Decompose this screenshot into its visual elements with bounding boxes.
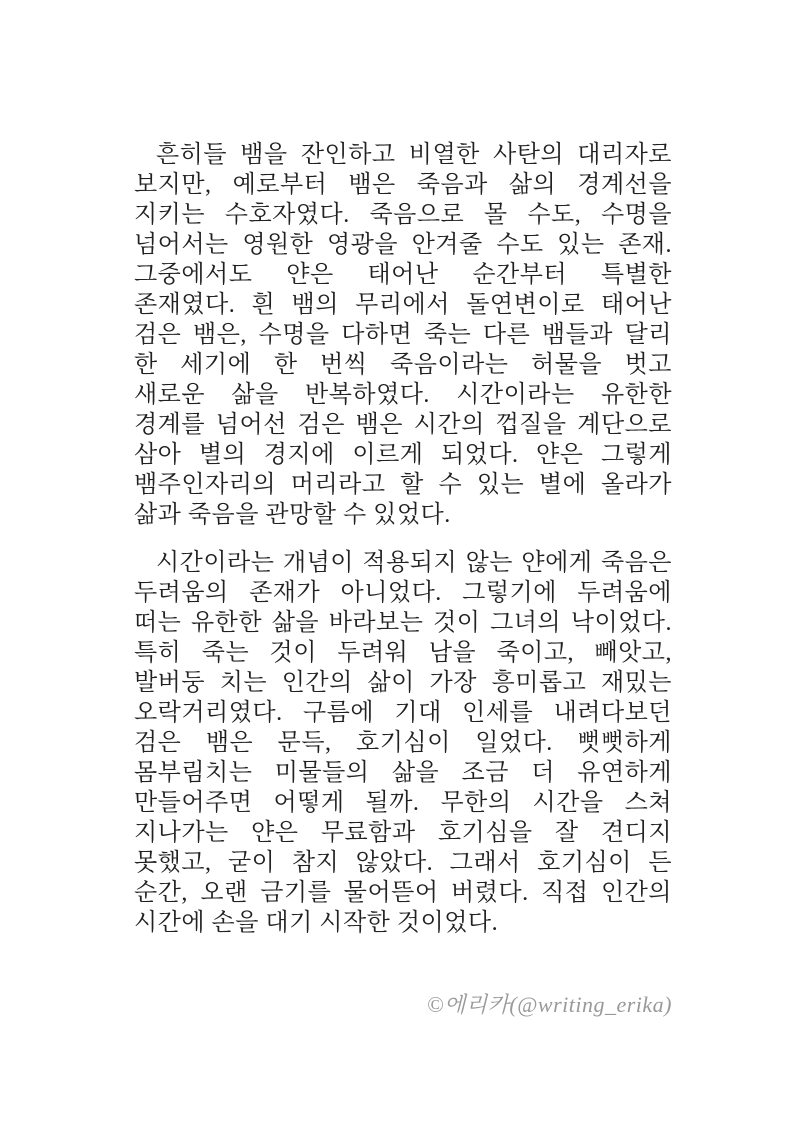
- story-line: 발버둥 치는 인간의 삶이 가장 흥미롭고 재밌는: [134, 670, 672, 696]
- author-credit: [427, 988, 672, 1019]
- story-text: [134, 140, 672, 956]
- story-line: 보지만, 예로부터 뱀은 죽음과 삶의 경계선을: [134, 172, 672, 198]
- story-line: 검은 뱀은 문득, 호기심이 일었다. 뻣뻣하게: [134, 730, 672, 756]
- story-line: 오락거리였다. 구름에 기대 인세를 내려다보던: [134, 700, 672, 726]
- story-line: 만들어주면 어떻게 될까. 무한의 시간을 스쳐: [134, 790, 672, 816]
- credit-text: ©에리카(@writing_erika): [426, 992, 672, 1017]
- story-line: 한 세기에 한 번씩 죽음이라는 허물을 벗고: [134, 352, 672, 378]
- story-line: 떠는 유한한 삶을 바라보는 것이 그녀의 낙이었다.: [134, 610, 672, 636]
- story-paragraph: [134, 548, 672, 938]
- story-line: 시간이라는 개념이 적용되지 않는 얀에게 죽음은: [156, 550, 672, 576]
- story-line: 그중에서도 얀은 태어난 순간부터 특별한: [134, 262, 672, 288]
- story-line: 뱀주인자리의 머리라고 할 수 있는 별에 올라가: [134, 472, 672, 498]
- story-line: 지나가는 얀은 무료함과 호기심을 잘 견디지: [134, 820, 672, 846]
- story-line: 새로운 삶을 반복하였다. 시간이라는 유한한: [134, 382, 672, 408]
- story-line: 시간에 손을 대기 시작한 것이었다.: [134, 910, 499, 936]
- story-line: 지키는 수호자였다. 죽음으로 몰 수도, 수명을: [134, 202, 672, 228]
- story-line: 존재였다. 흰 뱀의 무리에서 돌연변이로 태어난: [134, 292, 672, 318]
- story-line: 삶과 죽음을 관망할 수 있었다.: [134, 502, 451, 528]
- story-line: 순간, 오랜 금기를 물어뜯어 버렸다. 직접 인간의: [134, 880, 672, 906]
- story-line: 두려움의 존재가 아니었다. 그렇기에 두려움에: [134, 580, 672, 606]
- story-line: 경계를 넘어선 검은 뱀은 시간의 껍질을 계단으로: [134, 412, 672, 438]
- story-paragraph: [134, 140, 672, 530]
- story-line: 특히 죽는 것이 두려워 남을 죽이고, 빼앗고,: [134, 640, 672, 666]
- story-line: 못했고, 굳이 참지 않았다. 그래서 호기심이 든: [134, 850, 672, 876]
- story-line: 몸부림치는 미물들의 삶을 조금 더 유연하게: [134, 760, 672, 786]
- story-line: 검은 뱀은, 수명을 다하면 죽는 다른 뱀들과 달리: [134, 322, 672, 348]
- story-line: 흔히들 뱀을 잔인하고 비열한 사탄의 대리자로: [156, 142, 672, 168]
- story-line: 삼아 별의 경지에 이르게 되었다. 얀은 그렇게: [134, 442, 672, 468]
- story-line: 넘어서는 영원한 영광을 안겨줄 수도 있는 존재.: [134, 232, 672, 258]
